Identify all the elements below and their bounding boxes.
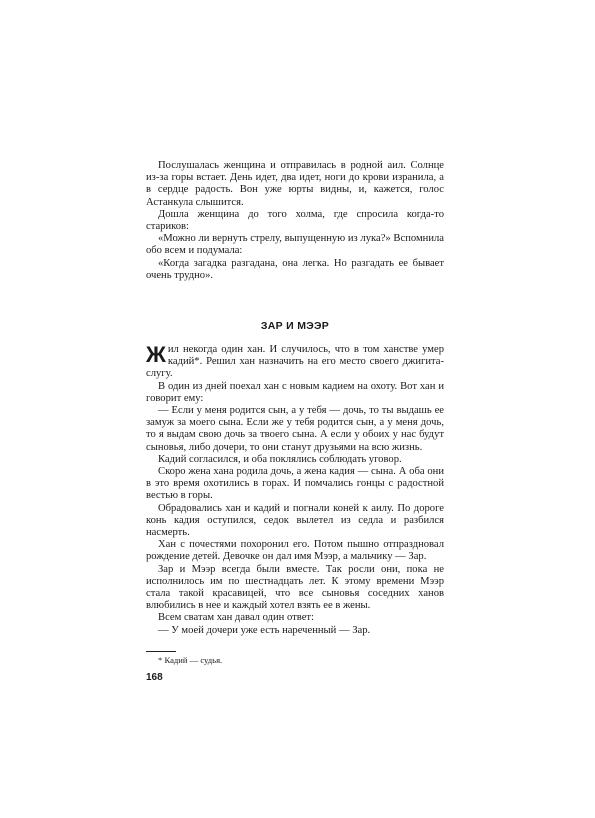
paragraph: Послушалась женщина и отправилась в родной аил. Солнце из-за горы встает. День идет, два идет, ноги до крови изранила, а в сердце радость. Вон уже юрты видны, и, кажется, голос Астанкула слышится. — [146, 160, 444, 208]
paragraph: Скоро жена хана родила дочь, а жена кадия — сына. А оба они в это время охотились в горах. И помчались гонцы с радостной вестью в горы. — [146, 466, 444, 502]
first-paragraph — [146, 344, 444, 381]
paragraph: «Можно ли вернуть стрелу, выпущенную из лука?» Вспомнила обо всем и подумала: — [146, 233, 444, 257]
page-number: 168 — [146, 672, 163, 683]
paragraph: Зар и Мээр всегда были вместе. Так росли они, пока не исполнилось им по шестнадцать лет. К этому времени Мээр стала такой красавицей, что все сыновья соседних ханов влюбились в нее и каждый хотел взять ее в жены. — [146, 563, 444, 612]
paragraph: В один из дней поехал хан с новым кадием на охоту. Вот хан и говорит ему: — [146, 380, 444, 404]
paragraph: Обрадовались хан и кадий и погнали коней к аилу. По дороге конь кадия оступился, седок вылетел из седла и разбился насмерть. — [146, 502, 444, 539]
footnote: * Кадий — судья. — [158, 655, 223, 665]
paragraph: — Если у меня родится сын, а у тебя — дочь, то ты выдашь ее замуж за моего сына. Если же у тебя родится сын, а у меня дочь, то я выдам свою дочь за твоего сына. А если у обоих у нас будут сыновья, либо дочери, то они станут друзьями на всю жизнь. — [146, 405, 444, 453]
paragraph: Хан с почестями похоронил его. Потом пышно отпраздновал рождение детей. Девочке он дал имя Мээр, а мальчику — Зар. — [146, 539, 444, 563]
top-text-block — [146, 160, 444, 282]
story-text-block — [146, 344, 444, 637]
first-paragraph-text: ил некогда один хан. И случилось, что в том ханстве умер кадий*. Решил хан назначить на его место своего джигита-слугу. — [146, 344, 444, 380]
paragraph: Кадий согласился, и оба поклялись соблюдать уговор. — [158, 453, 402, 465]
footnote-divider — [146, 651, 176, 652]
paragraph: — У моей дочери уже есть нареченный — Зар. — [158, 624, 371, 636]
paragraph: Всем сватам хан давал один ответ: — [158, 612, 314, 624]
paragraph: «Когда загадка разгадана, она легка. Но разгадать ее бывает очень трудно». — [146, 257, 444, 281]
drop-cap: Ж — [146, 342, 166, 367]
paragraph: Дошла женщина до того холма, где спросила когда-то стариков: — [146, 208, 444, 233]
story-title: ЗАР И МЭЭР — [260, 320, 330, 332]
